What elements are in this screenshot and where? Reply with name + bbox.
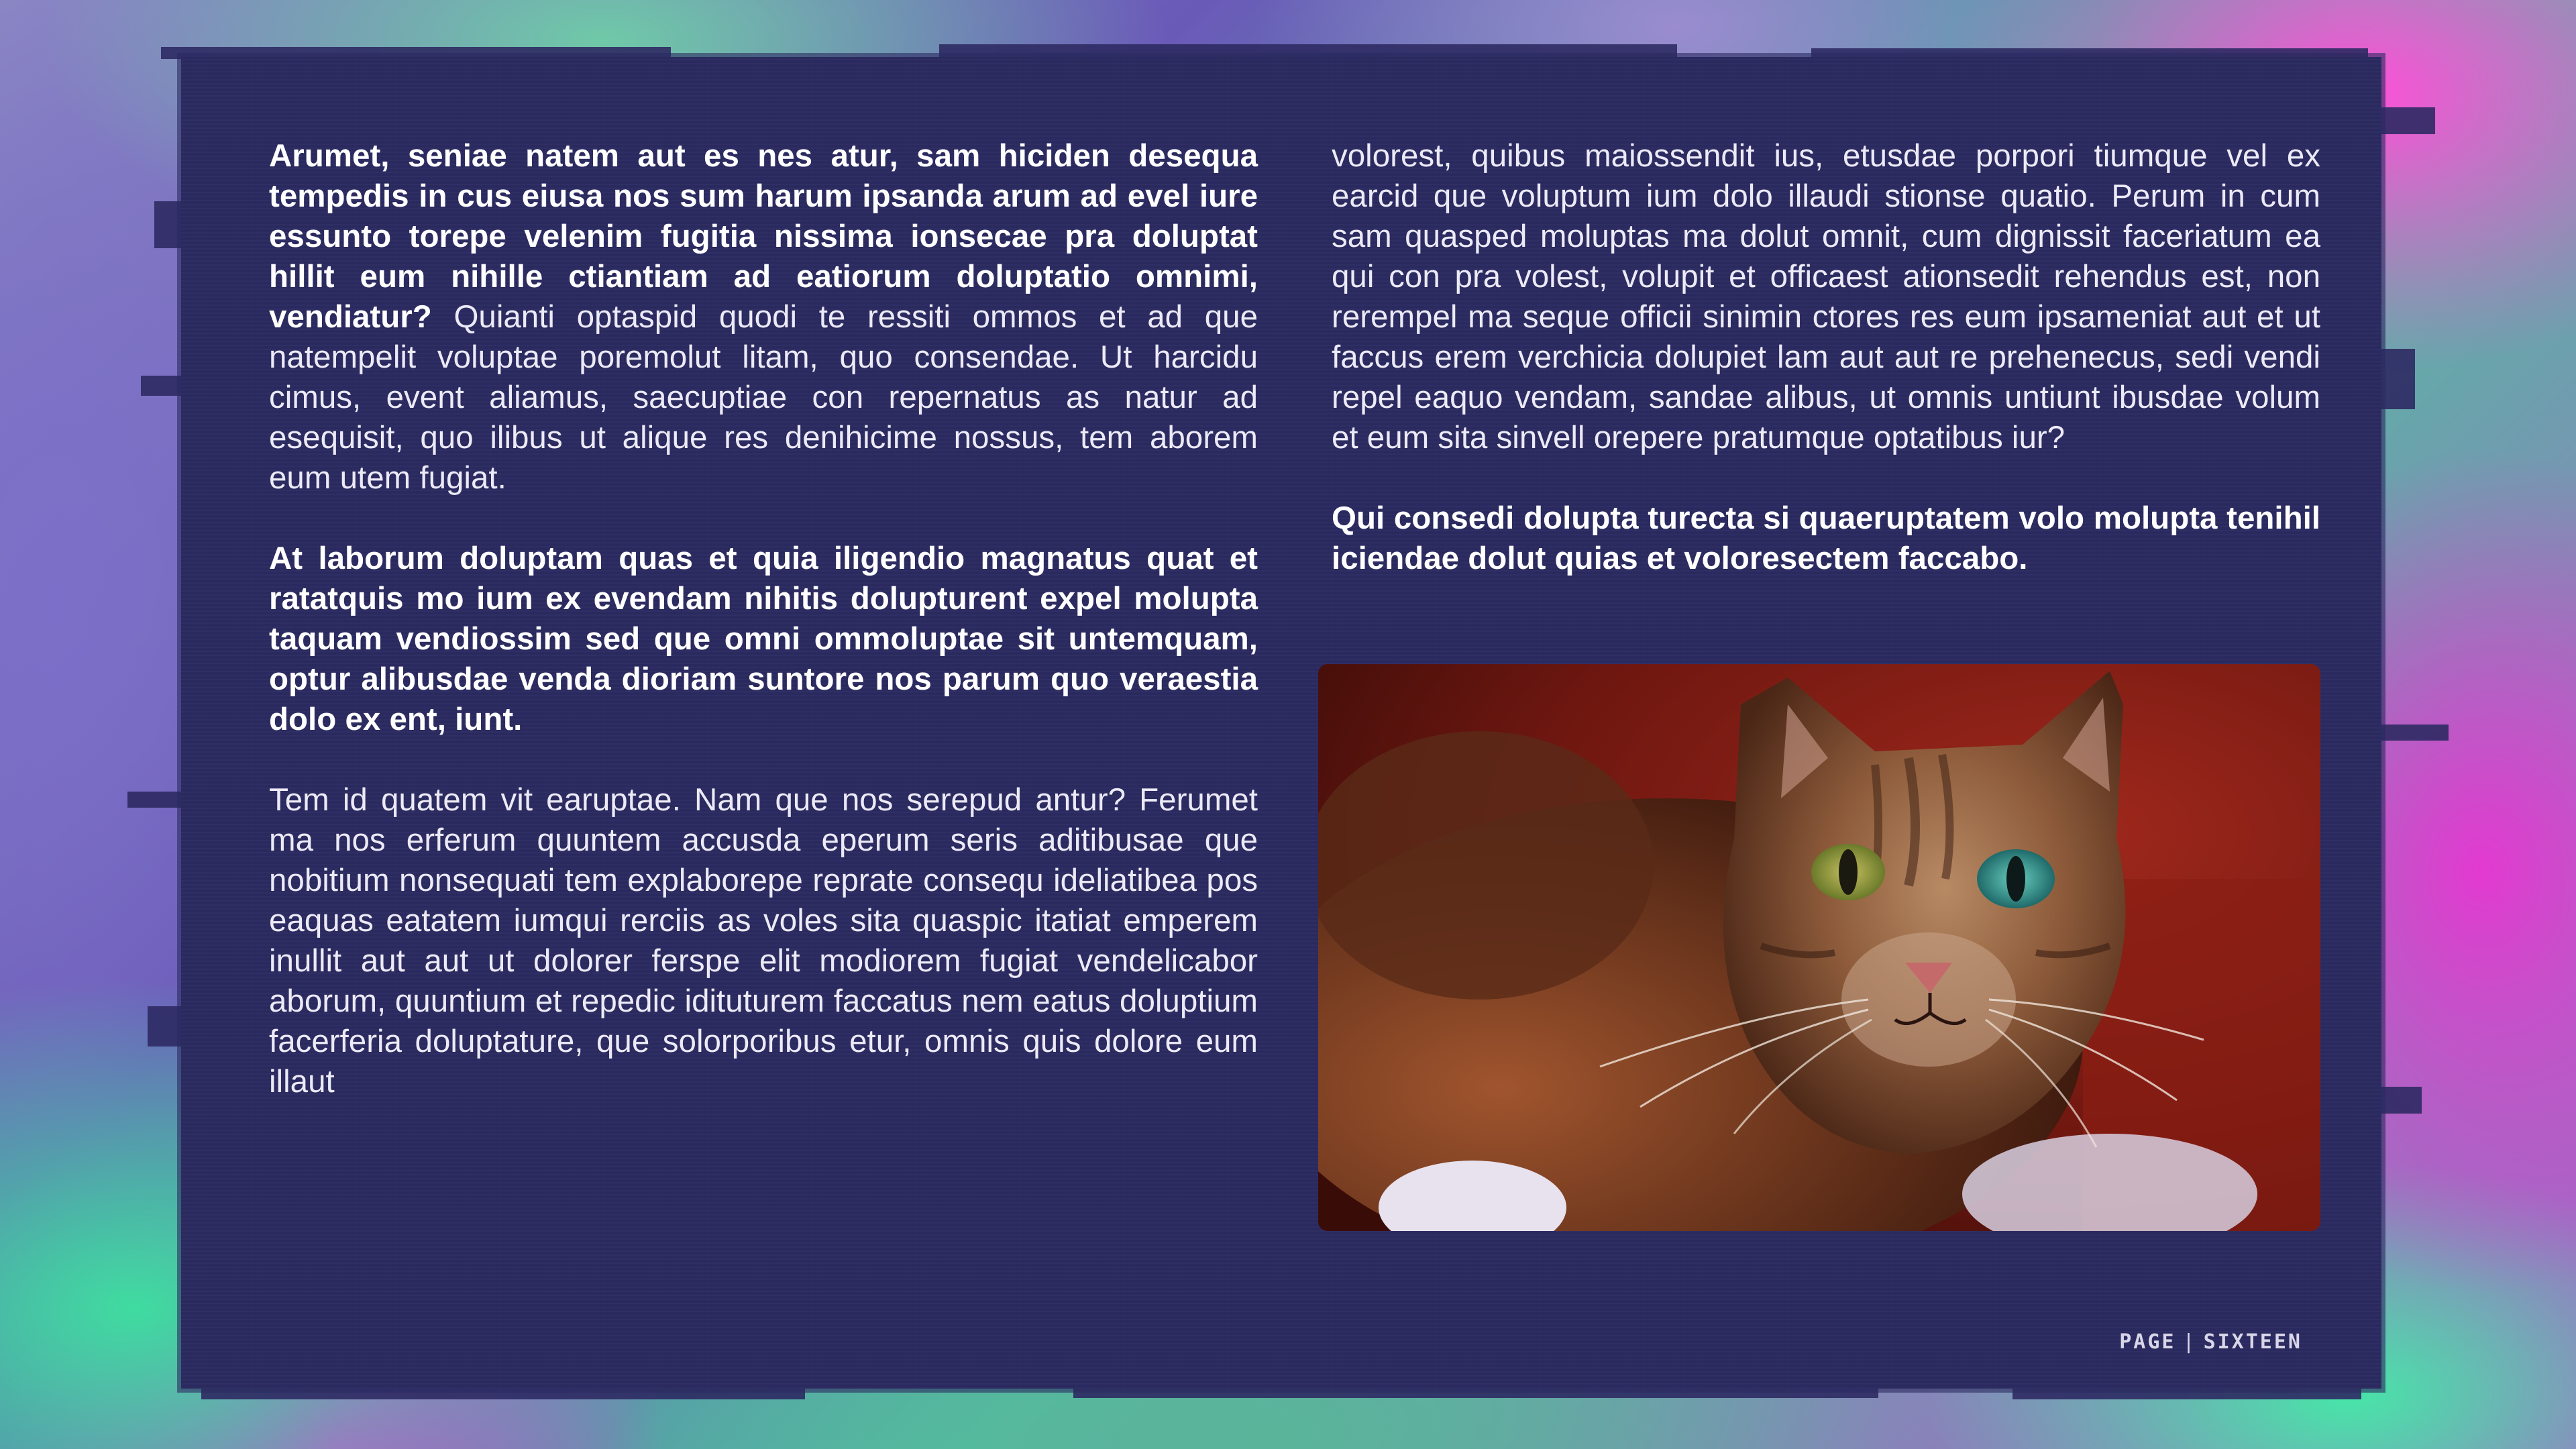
left-text-column (269, 136, 1258, 1142)
page-number-text: SIXTEEN (2203, 1330, 2302, 1354)
right-paragraph-2 (1332, 498, 2320, 579)
page-separator: | (2182, 1330, 2197, 1354)
left-paragraph-3: Tem id quatem vit earuptae. Nam que nos serepud antur? Ferumet ma nos erferum quuntem accusda eperum seris aditibusae que nobitium nonsequati tem explaborepe reprate consequ ideliatibea pos eaquas eatatem iumqui rerciis as voles sita quaspic itatiat emperem inullit aut aut ut dolorer ferspe elit modiorem fugiat vendelicabor aborum, quuntium et repedic idituturem faccatus nem eatus doluptium facerferia doluptature, que solorporibus etur, omnis quis dolore eum illaut (269, 782, 1258, 1099)
left-paragraph-1-bold: Arumet, seniae natem aut es nes atur, sam hiciden desequa tempedis in cus eiusa nos sum harum ipsanda arum ad evel iure essunto torepe velenim fugitia nissima ionsecae pra doluptat hillit eum nihille ctiantiam ad eatiorum doluptatio omnimi, vendiatur? (269, 138, 1258, 335)
right-text-column (1332, 136, 2320, 619)
glitch-bar (201, 1387, 805, 1399)
content-panel (181, 57, 2381, 1389)
left-paragraph-1 (269, 136, 1258, 498)
glitch-bar (127, 792, 188, 808)
right-paragraph-1: volorest, quibus maiossendit ius, etusdae porpori tiumque vel ex earcid que voluptum ium dolo illaudi stionse quatio. Perum in cum sam quasped moluptas ma dolut omnit, cum dignissit faceriatum ea qui con pra volest, volupit et officaest ationsedit rehendus est, non rerempel ma seque officii sinimin ctores res eum ipsameniat aut et ut faccus erem verchicia dolupiet lam aut aut re prehenecus, sedi vendi repel eaquo vendam, sandae alibus, ut omnis untiunt ibusdae volum et eum sita sinvell orepere pratumque optatibus iur? (1332, 138, 2320, 455)
page-number (2119, 1330, 2302, 1354)
left-paragraph-1-regular: Quianti optaspid quodi te ressiti ommos et ad que natempelit voluptae poremolut litam, quo consendae. Ut harcidu cimus, event aliamus, saecuptiae con repernatus as natur ad esequisit, quo ilibus ut alique res denihicime nossus, tem aborem eum utem fugiat. (269, 299, 1258, 496)
glitch-bar (2375, 724, 2449, 741)
left-paragraph-2 (269, 539, 1258, 740)
right-paragraph-2-bold: Qui consedi dolupta turecta si quaeruptatem volo molupta tenihil iciendae dolut quias et voloresectem faccabo. (1332, 500, 2320, 576)
left-paragraph-2-bold: At laborum doluptam quas et quia iligendio magnatus quat et ratatquis mo ium ex evendam nihitis dolupturent expel molupta taquam vendiossim sed que omni ommoluptae sit untemquam, optur alibusdae venda dioriam suntore nos parum quo veraestia dolo ex ent, iunt. (269, 541, 1258, 737)
cat-illustration (1318, 664, 2320, 1231)
cat-photo (1318, 664, 2320, 1231)
glitch-bar (1073, 1389, 1878, 1398)
page-word: PAGE (2119, 1330, 2176, 1354)
glitch-bar (2375, 107, 2435, 134)
glitch-bar (2375, 1087, 2422, 1114)
